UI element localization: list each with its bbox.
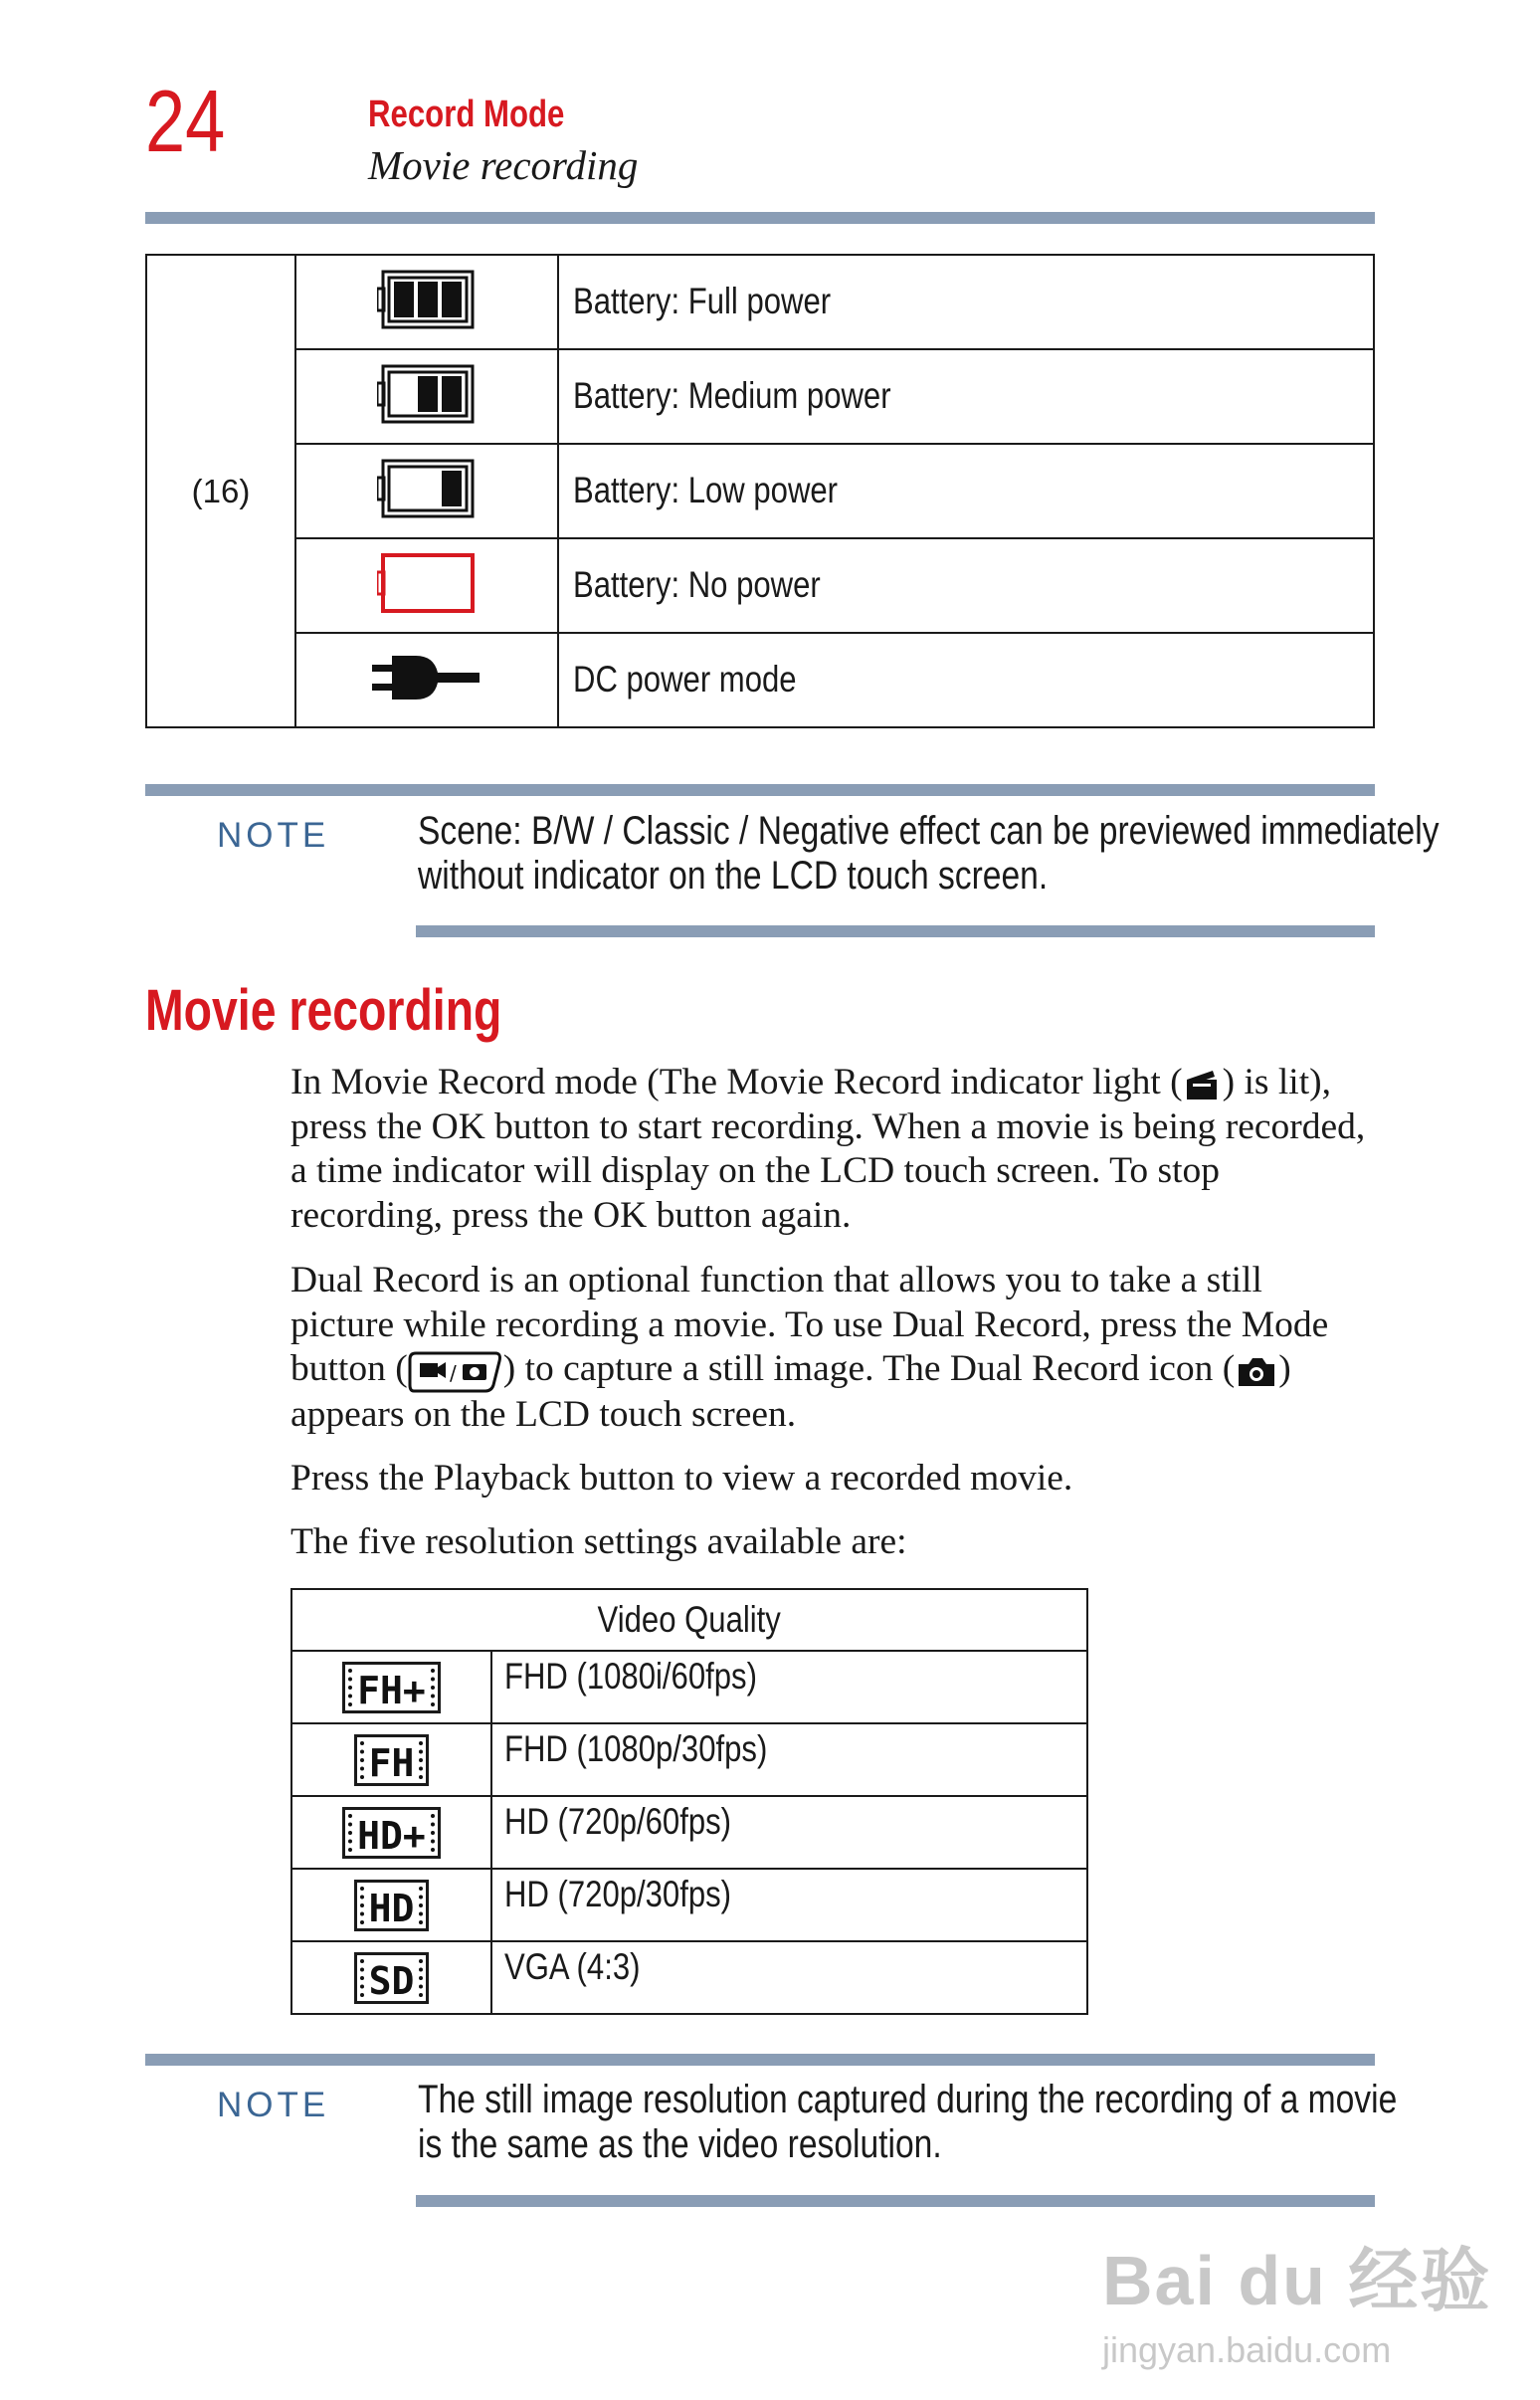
svg-text:/: / (449, 1361, 457, 1386)
table-row (291, 1941, 1087, 2014)
table-row (291, 1651, 1087, 1723)
section-title: Record Mode (368, 94, 565, 135)
battery-status-table (145, 254, 1375, 728)
row-label: (16) (146, 255, 295, 727)
table-row (291, 1796, 1087, 1869)
dc-power-label: DC power mode (573, 659, 797, 700)
note-line: without indicator on the LCD touch screen. (418, 854, 1049, 898)
sd-icon: SD (354, 1952, 430, 2004)
watermark-brand: Bai du 经验 (1102, 2242, 1492, 2319)
table-header-row (291, 1589, 1087, 1651)
resolution-label: HD (720p/30fps) (504, 1874, 732, 1914)
resolution-label: FHD (1080p/30fps) (504, 1728, 768, 1769)
watermark-url: jingyan.baidu.com (1102, 2329, 1392, 2370)
paragraph: Press the Playback button to view a recorded movie. (290, 1458, 1073, 1499)
battery-full-label: Battery: Full power (573, 281, 832, 321)
battery-full-icon (377, 269, 477, 330)
movie-record-icon (1183, 1068, 1223, 1101)
note-top-rule (145, 2054, 1375, 2066)
video-quality-table (290, 1588, 1088, 2015)
note-bottom-rule (416, 2195, 1375, 2207)
paragraph (290, 1259, 1375, 1438)
note-line: Scene: B/W / Classic / Negative effect can be previewed immediately (418, 809, 1440, 853)
resolution-label: FHD (1080i/60fps) (504, 1656, 757, 1697)
paragraph: The five resolution settings available are: (290, 1521, 907, 1562)
battery-empty-label: Battery: No power (573, 564, 821, 605)
paragraph-text: In Movie Record mode (The Movie Record indicator light ( (290, 1062, 1183, 1102)
fhd-plus-icon: FH+ (342, 1662, 441, 1713)
resolution-label: HD (720p/60fps) (504, 1801, 732, 1842)
table-row (146, 538, 1374, 633)
paragraph (290, 1061, 1375, 1238)
dc-plug-icon (372, 653, 481, 702)
note-label: NOTE (217, 2086, 330, 2124)
watermark (1102, 2225, 1491, 2371)
battery-empty-icon (377, 552, 477, 614)
mode-button-icon (408, 1349, 503, 1393)
paragraph-text: ) appears on the LCD touch screen. (290, 1348, 1291, 1436)
table-row (146, 255, 1374, 349)
table-row (291, 1869, 1087, 1941)
page-number: 24 (145, 72, 226, 170)
paragraph-text: ) is lit), press the OK button to start recording. When a movie is being recorded, a time indicator will display on the LCD touch screen. To stop recording, press the OK button again. (290, 1062, 1366, 1236)
fhd-icon: FH (354, 1734, 430, 1786)
hd-icon: HD (354, 1880, 430, 1931)
note-line: is the same as the video resolution. (418, 2122, 942, 2166)
paragraph-text: ) to capture a still image. The Dual Record icon ( (502, 1348, 1236, 1389)
note-text (418, 809, 1440, 899)
battery-low-label: Battery: Low power (573, 470, 839, 510)
table-header: Video Quality (597, 1598, 782, 1640)
table-row (291, 1723, 1087, 1796)
heading-movie-recording: Movie recording (145, 978, 502, 1043)
battery-medium-icon (377, 363, 477, 425)
note-text (418, 2078, 1397, 2167)
table-row (146, 349, 1374, 444)
dual-record-camera-icon (1235, 1354, 1278, 1388)
battery-medium-label: Battery: Medium power (573, 375, 891, 416)
table-row (146, 444, 1374, 538)
header-rule (145, 212, 1375, 224)
note-top-rule (145, 784, 1375, 796)
table-row (146, 633, 1374, 727)
note-label: NOTE (217, 816, 330, 855)
battery-low-icon (377, 458, 477, 519)
paragraph-text: Dual Record is an optional function that allows you to take a still picture while recording a movie. To use Dual Record, press the Mode button ( (290, 1260, 1329, 1389)
note-bottom-rule (416, 925, 1375, 937)
hd-plus-icon: HD+ (342, 1807, 441, 1859)
resolution-label: VGA (4:3) (504, 1946, 641, 1987)
note-line: The still image resolution captured during the recording of a movie (418, 2078, 1398, 2121)
section-subtitle: Movie recording (368, 142, 639, 188)
